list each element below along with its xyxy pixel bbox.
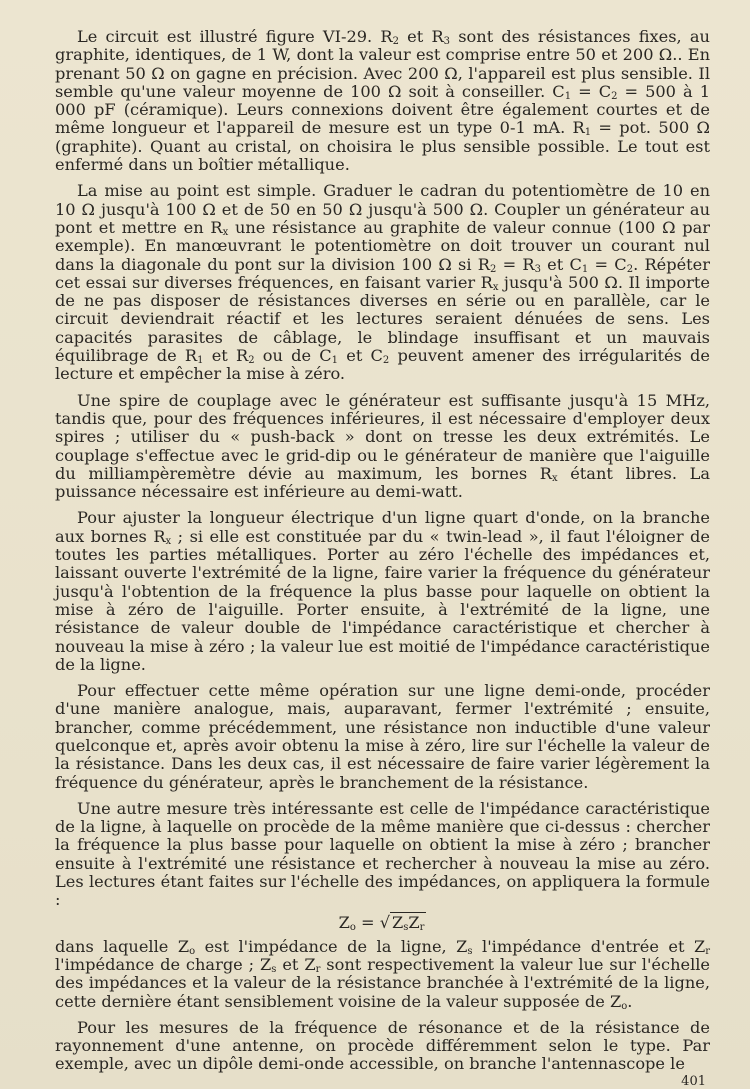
- formula-equals-sqrt: = √: [355, 912, 391, 932]
- subscript: 2: [382, 355, 390, 367]
- subscript: o: [189, 945, 196, 957]
- formula-z1-sub: s: [403, 921, 409, 933]
- subscript: o: [621, 1000, 628, 1012]
- paragraph-8: Pour les mesures de la fréquence de résonance et de la résistance de rayonnement d'une antenne, on procède différemment selon le type. Par exemple, avec un dipôle demi-onde accessible, on branche l'antennascope le: [55, 1017, 710, 1074]
- subscript: x: [165, 535, 172, 547]
- formula-lhs: Z: [338, 912, 350, 932]
- subscript: r: [705, 945, 710, 957]
- subscript: 1: [584, 127, 592, 139]
- paragraph-7: dans laquelle $Z_o$ est l'impédance de la ligne, $Z_s$ l'impédance d'entrée et $Z_r$ l'impédance de charge ; $Z_s$ et $Z_r$ sont respectivement la valeur lue sur l'échelle des impédances et la valeur de la résistance branchée à l'extrémité de la ligne, cette dernière étant sensiblement voisine de la valeur supposée de $Z_o$.: [55, 936, 711, 1012]
- subscript: x: [492, 281, 499, 293]
- paragraph-6: Une autre mesure très intéressante est celle de l'impédance caractéristique de la ligne, à laquelle on procède de la même manière que ci-dessus : chercher la fréquence la plus basse pour laquelle on obtient la mise à zéro ; brancher ensuite à l'extrémité une résistance et rechercher à nouveau la mise au zéro. Les lectures étant faites sur l'échelle des impédances, on appliquera la formule :: [55, 798, 710, 910]
- subscript: s: [271, 963, 277, 975]
- subscript: x: [222, 226, 229, 238]
- paragraph-3: Une spire de couplage avec le générateur est suffisante jusqu'à 15 MHz, tandis que, pour des fréquences inférieures, il est nécessaire d'employer deux spires ; utiliser du « push-back » dont on tresse les deux extrémités. Le couplage s'effectue avec le grid-dip ou le générateur de manière que l'aiguille du milliampèremètre dévie au maximum, les bornes $R_x$ étant libres. La puissance nécessaire est inférieure au demi-watt.: [55, 390, 710, 502]
- formula-z2: Z: [408, 912, 420, 932]
- subscript: 3: [534, 263, 541, 275]
- subscript: 2: [611, 90, 618, 102]
- paragraph-5: Pour effectuer cette même opération sur une ligne demi-onde, procéder d'une manière analogue, mais, auparavant, fermer l'extrémité ; ensuite, brancher, comme précédemment, une résistance non inductible d'une valeur quelconque et, après avoir obtenu la mise à zéro, lire sur l'échelle la valeur de la résistance. Dans les deux cas, il est nécessaire de faire varier légèrement la fréquence du générateur, après le branchement de la résistance.: [55, 681, 710, 792]
- subscript: 1: [331, 355, 339, 367]
- paragraph-1: Le circuit est illustré figure VI-29. $R_2$ et $R_3$ sont des résistances fixes, au graphite, identiques, de 1 W, dont la valeur est comprise entre 50 et 200 Ω.. En prenant 50 Ω on gagne en précision. Avec 200 Ω, l'appareil est plus sensible. Il semble qu'une valeur moyenne de 100 Ω soit à conseiller. $C_1 = C_2 = 500$ à 1 000 pF (céramique). Leurs connexions doivent être également courtes et de même longueur et l'appareil de mesure est un type 0-1 mA. $R_1$ = pot. 500 Ω (graphite). Quant au cristal, on choisira le plus sensible possible. Le tout est enfermé dans un boîtier métallique.: [55, 27, 710, 175]
- impedance-formula: [55, 912, 710, 934]
- formula-z1: Z: [392, 912, 404, 932]
- subscript: 1: [581, 263, 589, 275]
- subscript: r: [315, 963, 321, 975]
- subscript: 1: [564, 90, 572, 102]
- subscript: 2: [248, 355, 255, 367]
- page-number: 401: [681, 1074, 706, 1089]
- subscript: 1: [197, 355, 204, 367]
- subscript: 3: [443, 36, 451, 47]
- paragraph-2: La mise au point est simple. Graduer le cadran du potentiomètre de 10 en 10 Ω jusqu'à 100 Ω et de 50 en 50 Ω jusqu'à 500 Ω. Coupler un générateur au pont et mettre en $R_x$ une résistance au graphite de valeur connue (100 Ω par exemple). En manœuvrant le potentiomètre on doit trouver un courant nul dans la diagonale du pont sur la division 100 Ω si $R_2 = R_3$ et $C_1 = C_2$. Répéter cet essai sur diverses fréquences, en faisant varier $R_x$ jusqu'à 500 Ω. Il importe de ne pas disposer de résistances diverses en série ou en parallèle, car le circuit deviendrait réactif et les lectures seraient dénuées de sens. Les capacités parasites de câblage, le blindage insuffisant et un mauvais équilibrage de $R_1$ et $R_2$ ou de $C_1$ et $C_2$ peuvent amener des irrégularités de lecture et empêcher la mise à zéro.: [55, 181, 711, 384]
- formula-lhs-sub: o: [349, 921, 356, 933]
- subscript: 2: [392, 36, 399, 47]
- paragraph-4: Pour ajuster la longueur électrique d'un ligne quart d'onde, on la branche aux bornes $R_x$ ; si elle est constituée par du « twin-lead », il faut l'éloigner de toutes les parties métalliques. Porter au zéro l'échelle des impédances et, laissant ouverte l'extrémité de la ligne, faire varier la fréquence du générateur jusqu'à l'obtention de la fréquence la plus basse pour laquelle on obtient la mise à zéro de l'aiguille. Porter ensuite, à l'extrémité de la ligne, une résistance de valeur double de l'impédance caractéristique et chercher à nouveau la mise à zéro ; la valeur lue est moitié de l'impédance caractéristique de la ligne.: [55, 508, 710, 674]
- subscript: x: [551, 472, 558, 484]
- subscript: 2: [626, 263, 634, 275]
- formula-z2-sub: r: [419, 921, 425, 933]
- subscript: 2: [489, 263, 497, 275]
- subscript: s: [467, 945, 473, 957]
- formula-radicand: [390, 912, 426, 932]
